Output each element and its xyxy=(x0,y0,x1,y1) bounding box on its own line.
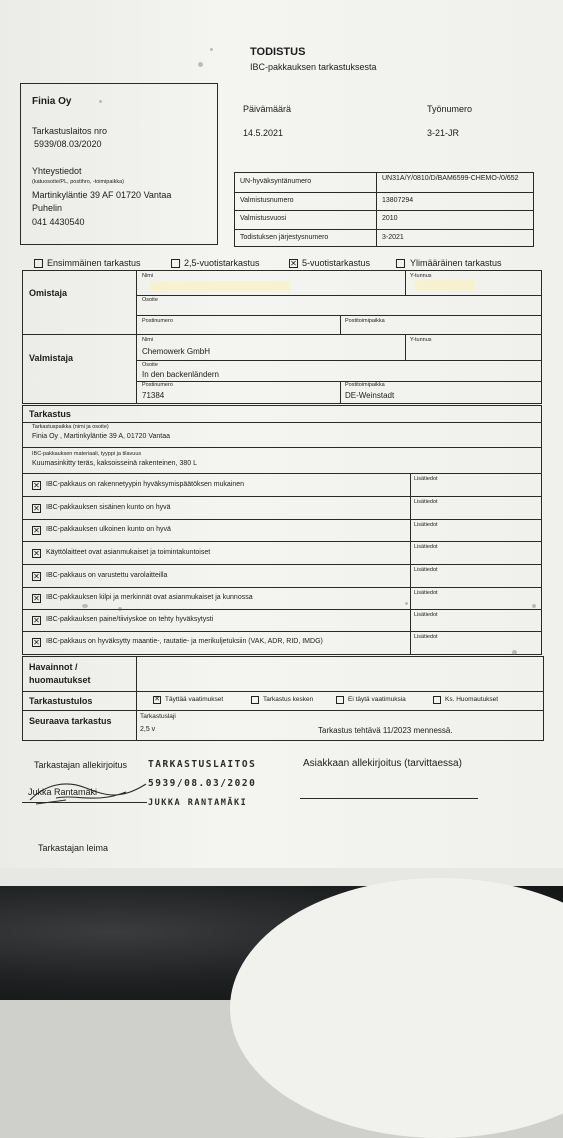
company-address: Martinkyläntie 39 AF 01720 Vantaa xyxy=(32,190,172,200)
inspection-place-label: Tarkastuspaikka (nimi ja osoite) xyxy=(32,424,109,430)
extra-label-2: Lisätiedot xyxy=(414,499,438,505)
id-label-cert-number: Todistuksen järjestysnumero xyxy=(240,234,329,241)
id-value-approval: UN31A/Y/0810/D/BAM6599-CHEMO-/0/652 xyxy=(382,175,519,182)
inspection-type-label: Tarkastuslaji xyxy=(140,713,176,720)
check-external-condition-label: IBC-pakkauksen ulkoinen kunto on hyvä xyxy=(46,526,171,533)
inspector-name: Jukka Rantamäki xyxy=(28,787,98,797)
result-in-progress[interactable] xyxy=(251,696,259,704)
date-value: 14.5.2021 xyxy=(243,128,284,138)
result-not-meeting-label: Ei täytä vaatimuksia xyxy=(348,696,406,703)
contact-label: Yhteystiedot xyxy=(32,166,82,176)
check-plate-markings-label: IBC-pakkauksen kilpi ja merkinnät ovat asianmukaiset ja kunnossa xyxy=(46,594,253,601)
owner-address-label: Osoite xyxy=(142,297,158,303)
check-operating-equipment-label: Käyttölaitteet ovat asianmukaiset ja toimintakuntoiset xyxy=(46,549,211,556)
customer-signature-label: Asiakkaan allekirjoitus (tarvittaessa) xyxy=(303,758,462,769)
check-operating-equipment[interactable]: ✕ xyxy=(33,549,40,558)
result-in-progress-label: Tarkastus kesken xyxy=(263,696,314,703)
manufacturer-city: DE-Weinstadt xyxy=(345,391,395,400)
result-meets-requirements[interactable]: ✕ xyxy=(154,696,160,703)
stamp-line-3: JUKKA RANTAMÄKI xyxy=(148,798,248,808)
label-first-inspection: Ensimmäinen tarkastus xyxy=(47,258,141,268)
extra-label-3: Lisätiedot xyxy=(414,522,438,528)
check-safety-devices-label: IBC-pakkaus on varustettu varolaitteilla xyxy=(46,572,168,579)
inspector-seal-label: Tarkastajan leima xyxy=(38,843,109,853)
lab-label: Tarkastuslaitos nro xyxy=(32,126,108,136)
id-label-serial: Valmistusnumero xyxy=(240,197,294,204)
inspection-section-label: Tarkastus xyxy=(29,409,71,419)
material-value: Kuumasinkitty teräs, kaksoisseinä rakenteinen, 380 L xyxy=(32,460,197,467)
work-number-value: 3-21-JR xyxy=(427,128,460,138)
inspection-type-value: 2,5 v xyxy=(140,726,156,733)
owner-ytunnus-label: Y-tunnus xyxy=(410,273,432,279)
check-transport-approval-label: IBC-pakkaus on hyväksytty maantie-, rautatie- ja merikuljetuksiin (VAK, ADR, RID, IMDG) xyxy=(46,638,323,645)
material-label: IBC-pakkauksen materiaali, tyyppi ja tilavuus xyxy=(32,451,142,457)
work-number-label: Työnumero xyxy=(427,104,473,114)
checkbox-5-year[interactable]: ✕ xyxy=(290,259,297,268)
manufacturer-postal-label: Postinumero xyxy=(142,382,173,388)
address-hint: (katuosoite/PL, postihro, -toimipaikka) xyxy=(32,179,125,185)
id-value-serial: 13807294 xyxy=(382,197,414,204)
label-extra-inspection: Ylimääräinen tarkastus xyxy=(410,258,502,268)
check-transport-approval[interactable]: ✕ xyxy=(33,638,40,647)
result-see-remarks[interactable] xyxy=(433,696,441,704)
lab-number: 5939/08.03/2020 xyxy=(34,139,102,149)
check-external-condition[interactable]: ✕ xyxy=(33,526,40,535)
background-surface xyxy=(0,868,563,1000)
checkbox-2-5-year[interactable] xyxy=(171,259,180,268)
owner-postal-label: Postinumero xyxy=(142,318,173,324)
stamp-line-2: 5939/08.03/2020 xyxy=(148,778,257,789)
observations-label-1: Havainnot / xyxy=(29,662,78,672)
manufacturer-ytunnus-label: Y-tunnus xyxy=(410,337,432,343)
manufacturer-name-label: Nimi xyxy=(142,337,153,343)
manufacturer-name: Chemowerk GmbH xyxy=(142,347,211,356)
check-type-approval[interactable]: ✕ xyxy=(33,481,40,490)
check-pressure-test-label: IBC-pakkauksen paine/tiiviyskoe on tehty hyväksytysti xyxy=(46,616,214,623)
check-internal-condition[interactable]: ✕ xyxy=(33,504,40,513)
id-value-cert-number: 3-2021 xyxy=(382,234,404,241)
stamp-line-1: TARKASTUSLAITOS xyxy=(148,759,257,770)
observations-label-2: huomautukset xyxy=(29,675,91,685)
result-see-remarks-label: Ks. Huomautukset xyxy=(445,696,499,703)
manufacturer-city-label: Postitoimipaikka xyxy=(345,382,385,388)
owner-city-label: Postitoimipaikka xyxy=(345,318,385,324)
checkbox-extra-inspection[interactable] xyxy=(396,259,405,268)
manufacturer-postal: 71384 xyxy=(142,391,165,400)
label-2-5-year: 2,5-vuotistarkastus xyxy=(184,258,260,268)
extra-label-7: Lisätiedot xyxy=(414,612,438,618)
owner-section-label: Omistaja xyxy=(29,288,68,298)
owner-name-field xyxy=(150,281,290,291)
check-internal-condition-label: IBC-pakkauksen sisäinen kunto on hyvä xyxy=(46,504,171,511)
id-label-year: Valmistusvuosi xyxy=(240,215,287,222)
extra-label-6: Lisätiedot xyxy=(414,590,438,596)
document-subtitle: IBC-pakkauksen tarkastuksesta xyxy=(250,62,377,72)
extra-label-8: Lisätiedot xyxy=(414,634,438,640)
phone-label: Puhelin xyxy=(32,203,63,213)
check-type-approval-label: IBC-pakkaus on rakennetyypin hyväksymispäätöksen mukainen xyxy=(46,481,245,488)
inspection-place: Finia Oy , Martinkyläntie 39 A, 01720 Vantaa xyxy=(32,433,171,440)
manufacturer-section-label: Valmistaja xyxy=(29,353,74,363)
extra-label-5: Lisätiedot xyxy=(414,567,438,573)
manufacturer-address: In den backenländern xyxy=(142,370,219,379)
id-value-year: 2010 xyxy=(382,215,398,222)
label-5-year: 5-vuotistarkastus xyxy=(302,258,371,268)
check-safety-devices[interactable]: ✕ xyxy=(33,572,40,581)
check-pressure-test[interactable]: ✕ xyxy=(33,616,40,625)
result-meets-requirements-label: Täyttää vaatimukset xyxy=(165,696,224,703)
document-title: TODISTUS xyxy=(250,46,306,58)
checkbox-first-inspection[interactable] xyxy=(34,259,43,268)
next-inspection-due: Tarkastus tehtävä 11/2023 mennessä. xyxy=(318,726,453,735)
extra-label-4: Lisätiedot xyxy=(414,544,438,550)
owner-name-label: Nimi xyxy=(142,273,153,279)
manufacturer-address-label: Osoite xyxy=(142,362,158,368)
extra-label-1: Lisätiedot xyxy=(414,476,438,482)
id-label-approval: UN-hyväksyntänumero xyxy=(240,178,312,185)
next-inspection-label: Seuraava tarkastus xyxy=(29,716,112,726)
owner-ytunnus-field xyxy=(415,280,475,290)
result-not-meeting[interactable] xyxy=(336,696,344,704)
date-label: Päivämäärä xyxy=(243,104,292,114)
company-name: Finia Oy xyxy=(32,96,72,107)
inspector-signature-label: Tarkastajan allekirjoitus xyxy=(34,760,128,770)
company-phone: 041 4430540 xyxy=(32,217,85,227)
result-label: Tarkastustulos xyxy=(29,696,93,706)
check-plate-markings[interactable]: ✕ xyxy=(33,594,40,603)
